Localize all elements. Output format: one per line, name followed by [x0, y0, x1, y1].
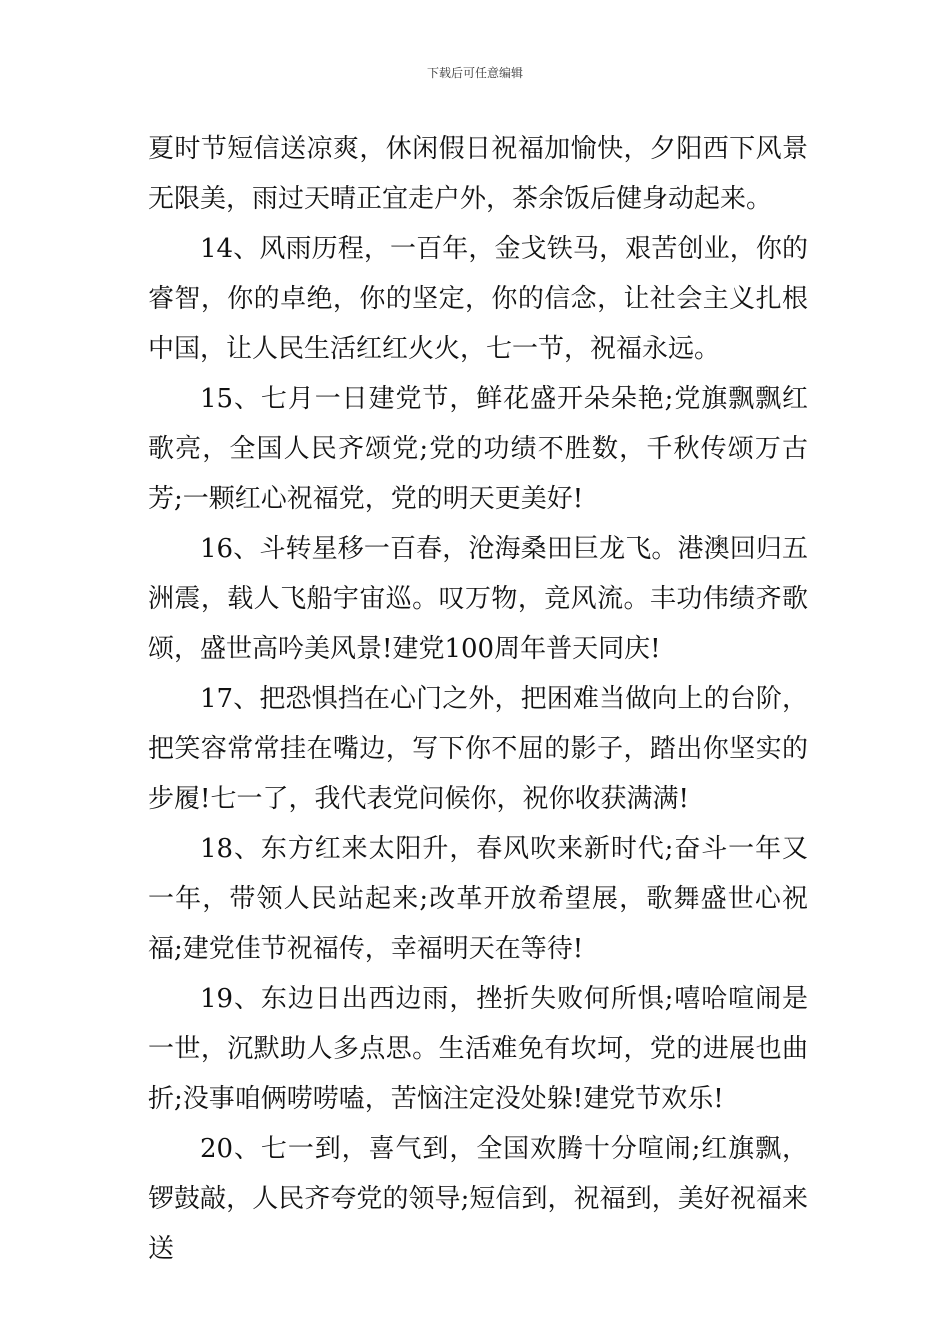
paragraph-16: 16、斗转星移一百春，沧海桑田巨龙飞。港澳回归五洲震，载人飞船宇宙巡。叹万物，竞风流。丰功伟绩齐歌颂，盛世高吟美风景!建党100周年普天同庆!: [148, 534, 808, 664]
paragraph-15: 15、七月一日建党节，鲜花盛开朵朵艳;党旗飘飘红歌亮，全国人民齐颂党;党的功绩不胜数，千秋传颂万古芳;一颗红心祝福党，党的明天更美好!: [148, 384, 808, 514]
page-header: 下载后可任意编辑: [426, 66, 523, 80]
paragraph-19: 19、东边日出西边雨，挫折失败何所惧;嘻哈喧闹是一世，沉默助人多点思。生活难免有坎坷，党的进展也曲折;没事咱俩唠唠嗑，苦恼注定没处躲!建党节欢乐!: [148, 984, 808, 1114]
paragraph-20: 20、七一到，喜气到，全国欢腾十分喧闹;红旗飘，锣鼓敲，人民齐夸党的领导;短信到，祝福到，美好祝福来送: [148, 1134, 808, 1264]
paragraph-18: 18、东方红来太阳升，春风吹来新时代;奋斗一年又一年，带领人民站起来;改革开放希望展，歌舞盛世心祝福;建党佳节祝福传，幸福明天在等待!: [148, 834, 808, 964]
paragraph-17: 17、把恐惧挡在心门之外，把困难当做向上的台阶，把笑容常常挂在嘴边，写下你不屈的影子，踏出你坚实的步履!七一了，我代表党问候你，祝你收获满满!: [148, 684, 808, 814]
paragraph-14: 14、风雨历程，一百年，金戈铁马，艰苦创业，你的睿智，你的卓绝，你的坚定，你的信念，让社会主义扎根中国，让人民生活红红火火，七一节，祝福永远。: [148, 234, 808, 364]
document-body: [148, 124, 808, 1274]
paragraph-continuation: 夏时节短信送凉爽，休闲假日祝福加愉快，夕阳西下风景无限美，雨过天晴正宜走户外，茶余饭后健身动起来。: [148, 134, 808, 214]
